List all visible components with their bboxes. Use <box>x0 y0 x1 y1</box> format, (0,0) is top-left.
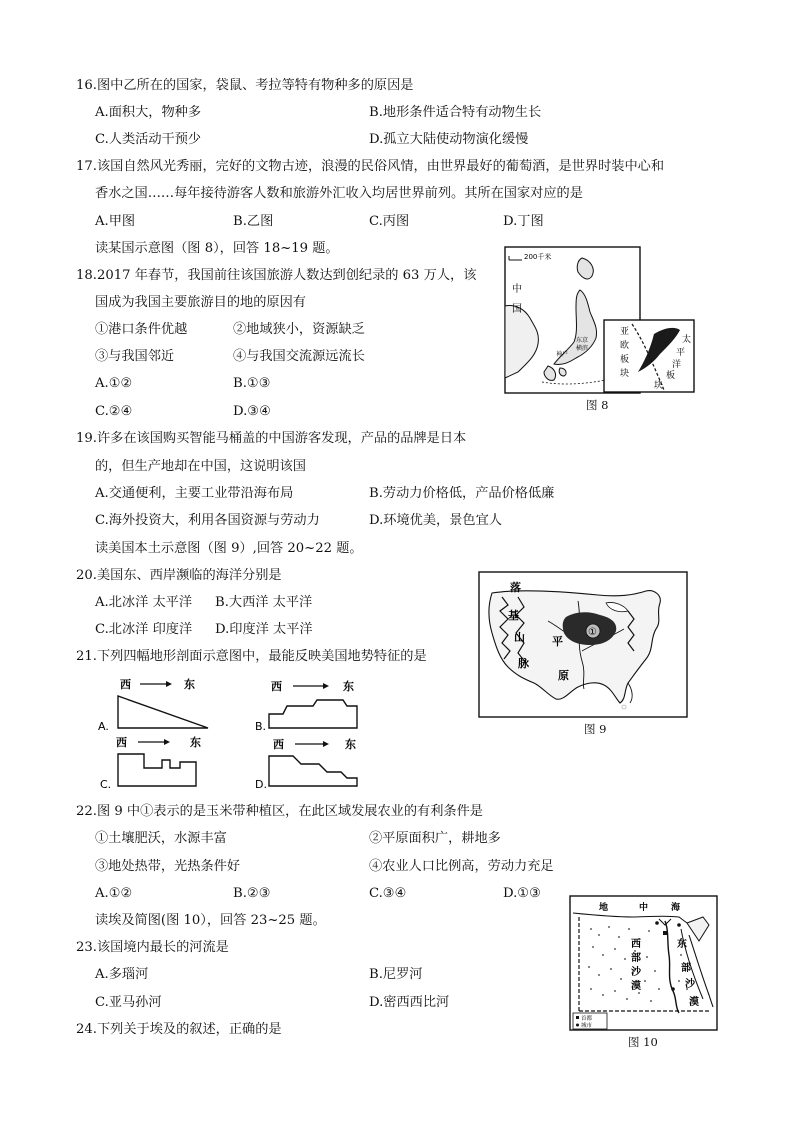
fig10-label-mo2: 漠 <box>689 997 699 1008</box>
profile-a-label: A. <box>98 720 109 732</box>
profile-c-east: 东 <box>190 736 201 749</box>
q16-option-c: C.人类活动干预少 <box>95 132 202 147</box>
q19-option-d: D.环境优美，景色宜人 <box>369 513 502 528</box>
profile-d <box>253 734 373 790</box>
q18-stem-line1: 18.2017 年春节，我国前往该国旅游人数达到创纪录的 63 万人，该 <box>76 268 477 283</box>
q16-stem: 16.图中乙所在的国家，袋鼠、考拉等特有物种多的原因是 <box>76 78 414 93</box>
q23-option-c: C.亚马孙河 <box>95 995 162 1010</box>
fig10-label-sha1: 沙 <box>631 967 641 978</box>
fig8-label-tokyo: 东京 <box>576 337 589 344</box>
q23-stem: 23.该国境内最长的河流是 <box>76 940 229 955</box>
fig10-label-di: 地 <box>599 903 609 913</box>
q19-stem-line1: 19.许多在该国购买智能马桶盖的中国游客发现，产品的品牌是日本 <box>76 431 467 446</box>
fig9-label-shan: 山 <box>514 631 525 644</box>
q16-option-a: A.面积大，物种多 <box>95 105 202 120</box>
profile-b <box>253 676 373 732</box>
fig8-label-guo: 国 <box>512 304 522 315</box>
fig8-label-ya: 亚 <box>620 327 630 337</box>
fig9-label-ji: 基 <box>508 609 519 622</box>
q20-option-a: A.北冰洋 太平洋 <box>95 595 193 610</box>
q21-stem: 21.下列四幅地形剖面示意图中，最能反映美国地势特征的是 <box>76 649 427 664</box>
q18-option-d: D.③④ <box>233 404 271 419</box>
q23-option-a: A.多瑙河 <box>95 967 149 982</box>
fig9-label-ping: 平 <box>552 635 563 648</box>
q24-stem: 24.下列关于埃及的叙述，正确的是 <box>76 1022 282 1037</box>
profile-c-west: 西 <box>116 736 127 749</box>
q19-stem-line2: 的，但生产地却在中国，这说明该国 <box>95 459 306 474</box>
fig10-capital-marker <box>663 931 667 935</box>
fig10-label-bu1: 部 <box>631 953 641 964</box>
q22-stem: 22.图 9 中①表示的是玉米带种植区，在此区域发展农业的有利条件是 <box>76 804 483 819</box>
q19-option-b: B.劳动力价格低，产品价格低廉 <box>369 486 555 501</box>
fig8-label-yokohama: 横滨 <box>576 345 589 352</box>
fig8-label-kuai2: 块 <box>654 381 664 391</box>
fig8-label-kuai1: 块 <box>620 369 630 379</box>
q17-option-c: C.丙图 <box>369 214 410 229</box>
q18-item-1: ①港口条件优越 <box>95 322 188 337</box>
q23-option-d: D.密西西比河 <box>369 995 450 1010</box>
profile-c-label: C. <box>100 778 112 790</box>
q22-option-c: C.③④ <box>369 886 407 901</box>
fig8-label-ping: 平 <box>676 348 686 358</box>
figure-9-usa-map <box>478 571 688 718</box>
q18-option-c: C.②④ <box>95 404 133 419</box>
fig10-legend-city: 城市 <box>581 1023 593 1029</box>
q22-item-1: ①土壤肥沃，水源丰富 <box>95 831 227 846</box>
fig8-label-zhong: 中 <box>512 284 522 295</box>
profile-b-east: 东 <box>343 680 354 693</box>
figure-10-egypt-map <box>569 895 718 1031</box>
q18-item-2: ②地域狭小，资源缺乏 <box>233 322 365 337</box>
fig9-label-yuan: 原 <box>558 669 569 682</box>
q22-option-d: D.①③ <box>503 886 541 901</box>
fig9-label-mai: 脉 <box>518 657 529 670</box>
fig10-label-zhong: 中 <box>639 903 649 913</box>
q20-stem: 20.美国东、西岸濒临的海洋分别是 <box>76 568 282 583</box>
q16-option-d: D.孤立大陆使动物演化缓慢 <box>369 132 529 147</box>
fig10-label-bu2: 部 <box>681 963 691 974</box>
q19-option-c: C.海外投资大，利用各国资源与劳动力 <box>95 513 320 528</box>
fig10-label-xi: 西 <box>631 939 641 950</box>
q22-item-4: ④农业人口比例高，劳动力充足 <box>369 859 554 874</box>
fig8-label-ou: 欧 <box>620 341 630 351</box>
q18-item-3: ③与我国邻近 <box>95 349 175 364</box>
read-figure-9: 读美国本土示意图（图 9）,回答 20~22 题。 <box>95 541 363 556</box>
fig8-label-ban1: 板 <box>620 355 630 365</box>
profile-b-label: B. <box>255 720 267 732</box>
q22-item-2: ②平原面积广，耕地多 <box>369 831 501 846</box>
q18-option-b: B.①③ <box>233 376 271 391</box>
read-figure-10: 读埃及简图(图 10），回答 23~25 题。 <box>95 913 326 928</box>
profile-c <box>100 734 220 790</box>
profile-a-east: 东 <box>184 678 195 691</box>
fig9-label-luo: 落 <box>510 581 521 594</box>
profile-a-west: 西 <box>120 678 131 691</box>
fig10-label-dong: 东 <box>677 939 687 950</box>
fig8-label-ban2: 板 <box>666 371 676 381</box>
figure-8-japan-map <box>504 246 696 394</box>
q20-option-b: B.大西洋 太平洋 <box>215 595 313 610</box>
q19-option-a: A.交通便利，主要工业带沿海布局 <box>95 486 294 501</box>
profile-d-east: 东 <box>345 738 356 751</box>
q22-option-a: A.①② <box>95 886 133 901</box>
q18-item-4: ④与我国交流源远流长 <box>233 349 365 364</box>
q22-item-3: ③地处热带，光热条件好 <box>95 859 241 874</box>
fig10-label-mo1: 漠 <box>631 981 641 992</box>
q20-option-c: C.北冰洋 印度洋 <box>95 622 193 637</box>
q17-stem-line1: 17.该国自然风光秀丽，完好的文物古迹，浪漫的民俗风情，由世界最好的葡萄酒，是世界时装中心和 <box>76 159 665 174</box>
profile-a <box>96 676 216 732</box>
fig8-scale-label: 200千米 <box>524 253 552 261</box>
profile-d-label: D. <box>255 778 267 790</box>
q18-option-a: A.①② <box>95 376 133 391</box>
figure-8-caption: 图 8 <box>586 398 609 412</box>
fig10-legend-capital: 首都 <box>581 1016 593 1022</box>
fig8-label-yang: 洋 <box>672 360 682 370</box>
fig10-label-hai: 海 <box>671 903 681 913</box>
q17-option-d: D.丁图 <box>503 214 544 229</box>
q17-option-a: A.甲图 <box>95 214 136 229</box>
profile-b-west: 西 <box>271 680 282 693</box>
fig8-label-tai: 太 <box>682 335 692 345</box>
q22-option-b: B.②③ <box>233 886 271 901</box>
figure-10-caption: 图 10 <box>628 1035 658 1049</box>
q20-option-d: D.印度洋 太平洋 <box>215 622 313 637</box>
fig9-label-circle-1: ① <box>588 627 597 638</box>
figure-9-caption: 图 9 <box>584 722 607 736</box>
q16-option-b: B.地形条件适合特有动物生长 <box>369 105 542 120</box>
profile-d-west: 西 <box>273 738 284 751</box>
fig10-label-sha2: 沙 <box>685 979 695 990</box>
q17-stem-line2: 香水之国……每年接待游客人数和旅游外汇收入均居世界前列。其所在国家对应的是 <box>95 186 583 201</box>
q18-stem-line2: 国成为我国主要旅游目的地的原因有 <box>95 295 306 310</box>
q23-option-b: B.尼罗河 <box>369 967 423 982</box>
q17-option-b: B.乙图 <box>233 214 274 229</box>
read-figure-8: 读某国示意图（图 8），回答 18~19 题。 <box>95 241 339 256</box>
fig8-label-kobe: 神户 <box>556 351 569 358</box>
